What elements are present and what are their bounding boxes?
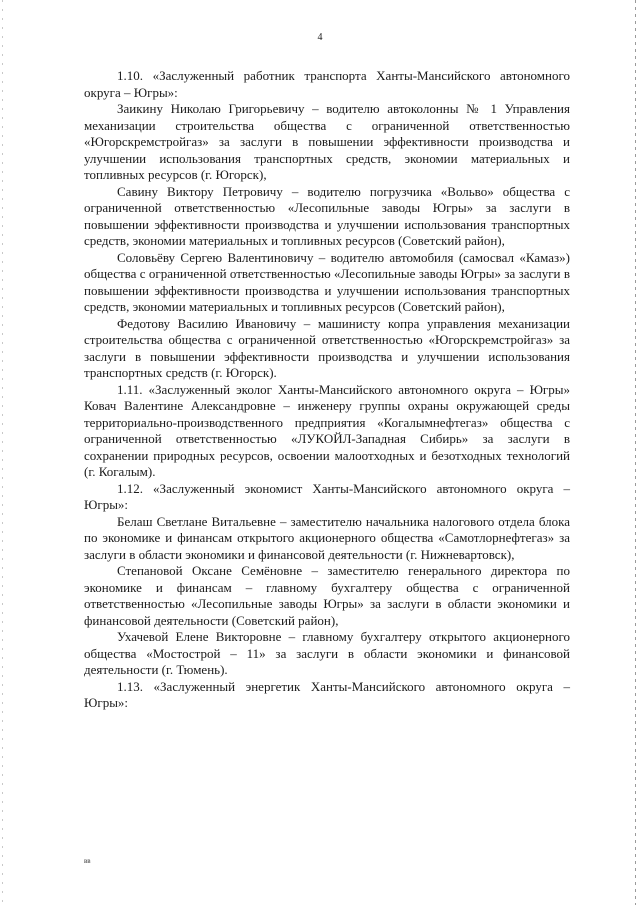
section-paragraph-1-11: 1.11. «Заслуженный эколог Ханты-Мансийского автономного округа – Югры» Ковач Валентине Александровне – инженеру группы охраны окружающей среды территориально-производственного предприятия «Когалымнефтегаз» общества с ограниченной ответственностью «ЛУКОЙЛ-Западная Сибирь» за заслуги в сохранении природных ресурсов, освоении малоотходных и безотходных технологий (г. Когалым).	[84, 381, 570, 479]
award-paragraph: Заикину Николаю Григорьевичу – водителю автоколонны № 1 Управления механизации строительства общества с ограниченной ответственностью «Югорскремстройгаз» за заслуги в повышении эффективности производства и улучшении использования транспортных средств, экономии материальных и топливных ресурсов (г. Югорск),	[84, 101, 570, 182]
page-number: 4	[317, 32, 323, 43]
award-paragraph: Савину Виктору Петровичу – водителю погрузчика «Вольво» общества с ограниченной ответственностью «Лесопильные заводы Югры» за заслуги в повышении эффективности производства и улучшении использования транспортных средств, экономии материальных и топливных ресурсов (Советский район),	[84, 183, 570, 248]
scan-edge-left	[2, 0, 3, 905]
section-heading-1-12: 1.12. «Заслуженный экономист Ханты-Мансийского автономного округа – Югры»:	[84, 480, 570, 512]
award-paragraph: Степановой Оксане Семёновне – заместителю генерального директора по экономике и финансам – главному бухгалтеру общества с ограниченной ответственностью «Лесопильные заводы Югры» за заслуги в области экономики и финансовой деятельности (Советский район),	[84, 563, 570, 628]
scan-edge-right	[635, 0, 636, 905]
section-heading-1-13: 1.13. «Заслуженный энергетик Ханты-Мансийского автономного округа – Югры»:	[84, 678, 570, 710]
award-paragraph: Соловьёву Сергею Валентиновичу – водителю автомобиля (самосвал «Камаз») общества с ограниченной ответственностью «Лесопильные заводы Югры» за заслуги в повышении эффективности производства и улучшении использования транспортных средств, экономии материальных и топливных ресурсов (Советский район),	[84, 249, 570, 314]
award-paragraph: Ухачевой Елене Викторовне – главному бухгалтеру открытого акционерного общества «Мостострой – 11» за заслуги в области экономики и финансовой деятельности (г. Тюмень).	[84, 629, 570, 677]
section-heading-1-10: 1.10. «Заслуженный работник транспорта Ханты-Мансийского автономного округа – Югры»:	[84, 68, 570, 100]
award-paragraph: Белаш Светлане Витальевне – заместителю начальника налогового отдела блока по экономике и финансам открытого акционерного общества «Самотлорнефтегаз» за заслуги в области экономики и финансовой деятельности (г. Нижневартовск),	[84, 513, 570, 562]
footer-code: вв	[84, 857, 91, 865]
document-body	[84, 68, 570, 712]
award-paragraph: Федотову Василию Ивановичу – машинисту копра управления механизации строительства общества с ограниченной ответственностью «Югорскремстройгаз» за заслуги в повышении эффективности производства и улучшении использования транспортных средств (г. Югорск).	[84, 315, 570, 380]
